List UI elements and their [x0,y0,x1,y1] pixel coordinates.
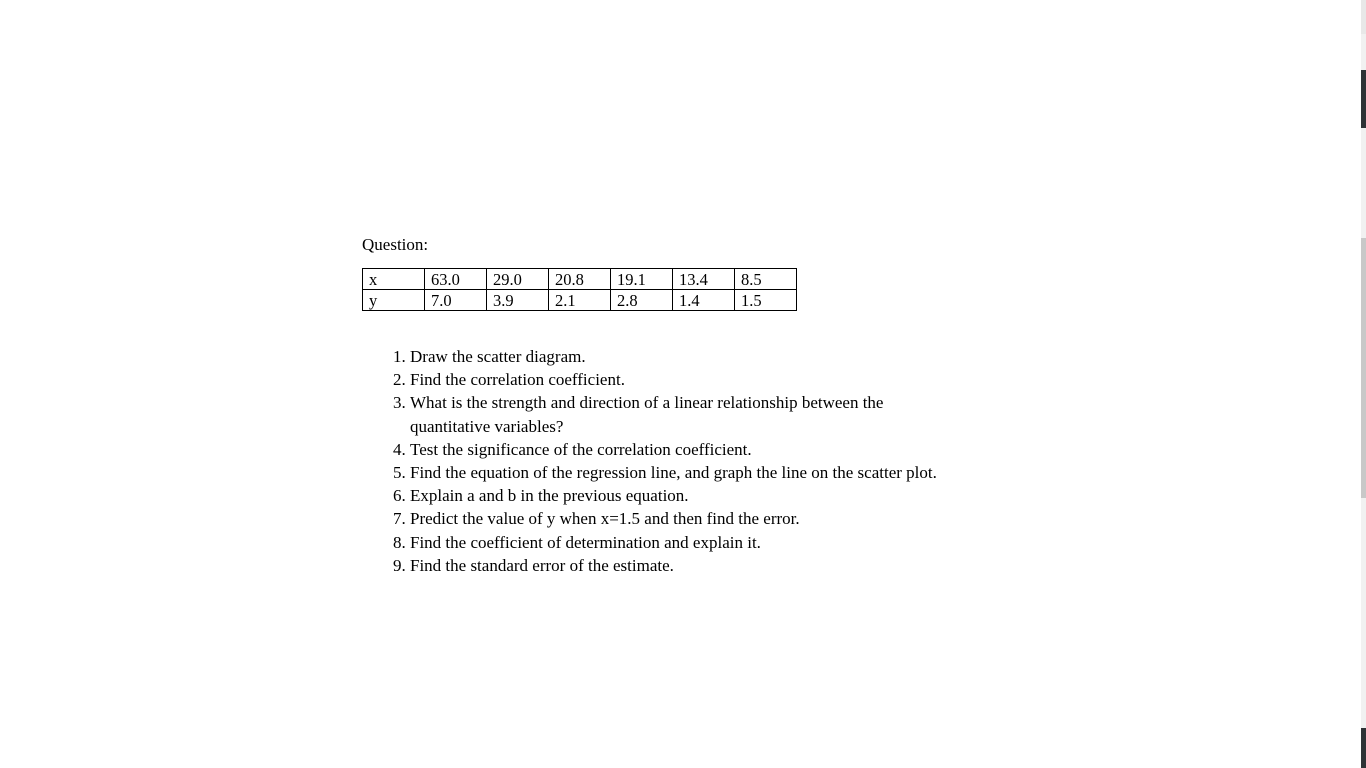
list-item: 5. Find the equation of the regression line, and graph the line on the scatter plot. [410,461,955,484]
table-cell: 3.9 [487,290,549,311]
data-table [362,268,797,311]
table-cell: 19.1 [611,269,673,290]
table-cell: 2.1 [549,290,611,311]
list-item: 9. Find the standard error of the estimate. [410,554,955,577]
list-item: 3. What is the strength and direction of a linear relationship between the quantitative variables? [410,391,955,437]
table-cell: 1.5 [735,290,797,311]
list-item: 1. Draw the scatter diagram. [410,345,955,368]
table-cell: 20.8 [549,269,611,290]
document-page [362,234,1002,577]
list-item: 2. Find the correlation coefficient. [410,368,955,391]
scrollbar-thumb[interactable] [1361,238,1366,498]
scrollbar-marker [1361,728,1366,768]
table-cell: 63.0 [425,269,487,290]
table-cell: 13.4 [673,269,735,290]
list-item: 7. Predict the value of y when x=1.5 and then find the error. [410,507,955,530]
table-row-x [363,269,797,290]
row-label: y [363,290,425,311]
row-label: x [363,269,425,290]
table-row-y [363,290,797,311]
table-cell: 29.0 [487,269,549,290]
table-cell: 8.5 [735,269,797,290]
vertical-scrollbar[interactable] [1361,0,1366,768]
list-item: 6. Explain a and b in the previous equation. [410,484,955,507]
table-cell: 1.4 [673,290,735,311]
scrollbar-top-segment [1361,0,1366,34]
list-item: 4. Test the significance of the correlation coefficient. [410,438,955,461]
list-item: 8. Find the coefficient of determination and explain it. [410,531,955,554]
question-heading: Question: [362,235,429,254]
table-cell: 2.8 [611,290,673,311]
question-list [362,345,955,577]
scrollbar-marker [1361,70,1366,128]
table-cell: 7.0 [425,290,487,311]
